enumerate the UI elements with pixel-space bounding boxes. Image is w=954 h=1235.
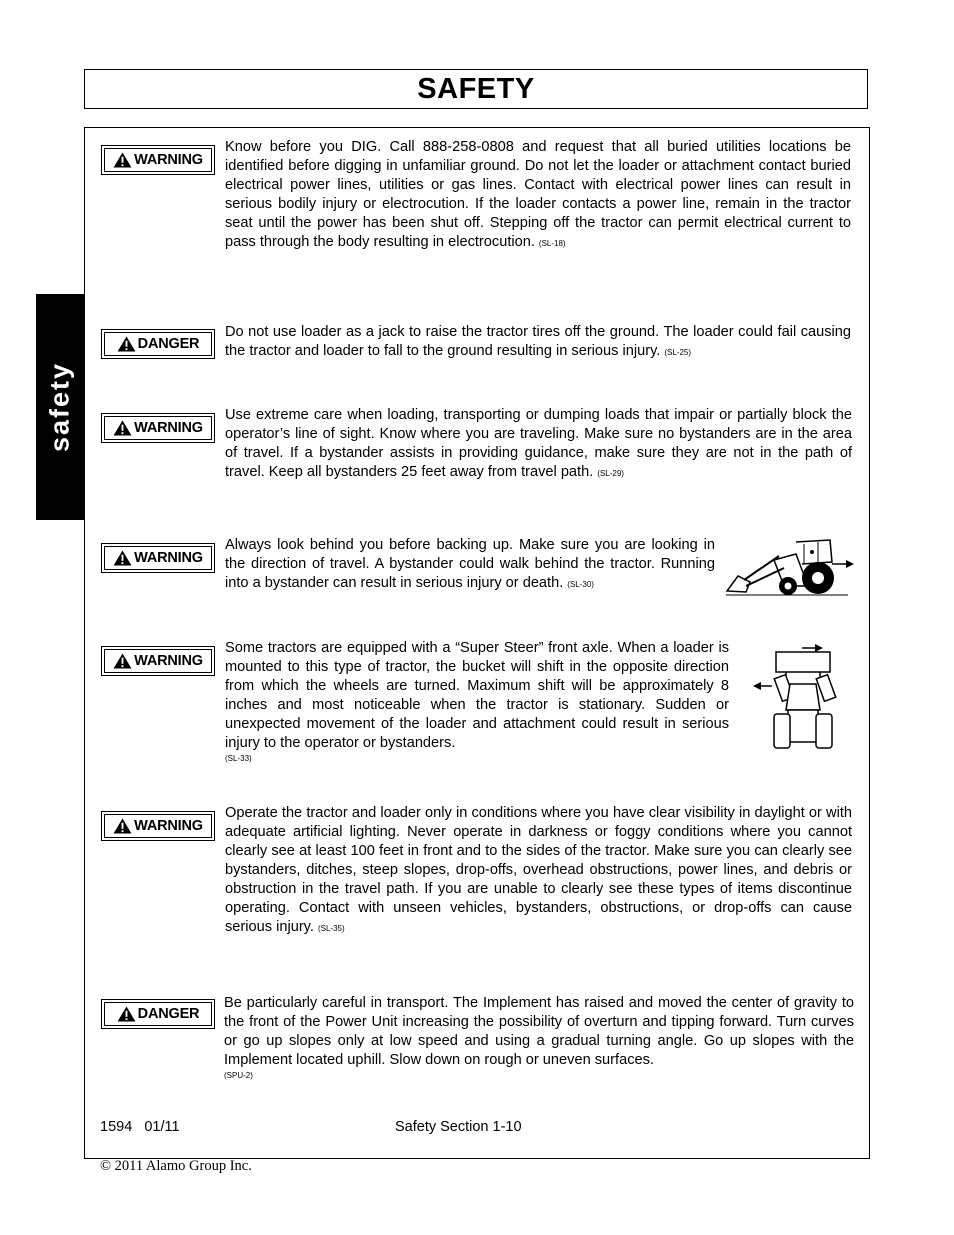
alert-triangle-icon bbox=[113, 653, 132, 669]
page-section-label: Safety Section 1-10 bbox=[395, 1119, 522, 1135]
alert-triangle-icon bbox=[117, 336, 136, 352]
warning-badge-6 bbox=[101, 811, 215, 841]
paragraph-text: Some tractors are equipped with a “Super Steer” front axle. When a loader is mounted to this type of tractor, the bucket will shift in the opposite direction from which the wheels are turned. Maximum shift will be approximately 8 inches and most noticeable when the tractor is stationary. Sudden or unexpected movement of the loader and attachment could result in serious injury to the operator or bystanders. bbox=[225, 640, 729, 751]
badge-label: WARNING bbox=[134, 818, 203, 834]
badge-label: DANGER bbox=[137, 336, 200, 352]
reference-code: (SPU-2) bbox=[224, 1071, 253, 1080]
reference-code: (SL-35) bbox=[317, 924, 345, 933]
safety-paragraph-6 bbox=[225, 804, 852, 938]
paragraph-text: Know before you DIG. Call 888-258-0808 and request that all buried utilities locations be identified before digging in unfamiliar ground. Do not let the loader or attachment contact buried electrical power lines, utilities or gas lines. Contact with electrical power lines can result in serious bodily injury or electrocution. If the loader contacts a power line, remain in the tractor seat until the power has been shut off. Stepping off the tractor can permit electrical current to pass through the body resulting in electrocution. bbox=[225, 139, 851, 250]
alert-triangle-icon bbox=[113, 550, 132, 566]
reference-code: (SL-30) bbox=[567, 580, 594, 589]
paragraph-text: Operate the tractor and loader only in conditions where you have clear visibility in daylight or with adequate artificial lighting. Never operate in darkness or foggy conditions where you cannot clearly see at least 100 feet in front and to the sides of the tractor. Make sure you can clearly see bystanders, ditches, steep slopes, drop-offs, overhead obstructions, power lines, and debris or obstruction in the travel path. If you are unable to clearly see these types of items discontinue operating. Contact with unseen vehicles, bystanders, obstructions, or drop-offs can cause serious injury. bbox=[225, 805, 852, 935]
warning-badge-1 bbox=[101, 145, 215, 175]
reference-code: (SL-29) bbox=[597, 469, 624, 478]
warning-badge-4 bbox=[101, 543, 215, 573]
tractor-backing-illustration-icon bbox=[724, 536, 854, 600]
alert-triangle-icon bbox=[113, 152, 132, 168]
paragraph-text: Do not use loader as a jack to raise the tractor tires off the ground. The loader could fail causing the tractor and loader to fall to the ground resulting in serious injury. bbox=[225, 324, 851, 359]
alert-triangle-icon bbox=[113, 818, 132, 834]
reference-code: (SL-33) bbox=[225, 754, 252, 763]
side-section-tab bbox=[36, 294, 84, 520]
danger-badge-2 bbox=[101, 329, 215, 359]
badge-label: WARNING bbox=[134, 152, 203, 168]
paragraph-text: Use extreme care when loading, transporting or dumping loads that impair or partially block the operator’s line of sight. Know where you are traveling. Make sure no bystanders are in the area of travel. If a bystander assists in providing guidance, make sure they are not in the path of travel. Keep all bystanders 25 feet away from travel path. bbox=[225, 407, 852, 480]
super-steer-diagram-icon bbox=[750, 640, 840, 752]
badge-label: WARNING bbox=[134, 653, 203, 669]
reference-code: (SL-25) bbox=[664, 348, 692, 357]
badge-label: WARNING bbox=[134, 550, 203, 566]
safety-paragraph-4 bbox=[225, 536, 715, 594]
document-number: 1594 01/11 bbox=[100, 1119, 180, 1135]
danger-badge-7 bbox=[101, 999, 215, 1029]
safety-paragraph-7 bbox=[224, 994, 854, 1082]
copyright-notice: © 2011 Alamo Group Inc. bbox=[100, 1158, 252, 1174]
warning-badge-3 bbox=[101, 413, 215, 443]
safety-paragraph-2 bbox=[225, 323, 851, 362]
safety-paragraph-5 bbox=[225, 639, 729, 765]
safety-paragraph-1 bbox=[225, 138, 851, 253]
safety-paragraph-3 bbox=[225, 406, 852, 483]
paragraph-text: Be particularly careful in transport. The Implement has raised and moved the center of gravity to the front of the Power Unit increasing the possibility of overturn and tipping forward. Turn curves or go up slopes only at low speed and using a gradual turning angle. Go up slopes with the Implement located uphill. Slow down on rough or uneven surfaces. bbox=[224, 995, 854, 1068]
badge-label: WARNING bbox=[134, 420, 203, 436]
alert-triangle-icon bbox=[113, 420, 132, 436]
reference-code: (SL-18) bbox=[538, 239, 566, 248]
page-title-box bbox=[84, 69, 868, 109]
paragraph-text: Always look behind you before backing up. Make sure you are looking in the direction of travel. A bystander could walk behind the tractor. Running into a bystander can result in serious injury or death. bbox=[225, 537, 715, 591]
warning-badge-5 bbox=[101, 646, 215, 676]
alert-triangle-icon bbox=[117, 1006, 136, 1022]
side-tab-label: safety bbox=[44, 361, 75, 453]
page-title: SAFETY bbox=[417, 72, 535, 105]
badge-label: DANGER bbox=[137, 1006, 200, 1022]
